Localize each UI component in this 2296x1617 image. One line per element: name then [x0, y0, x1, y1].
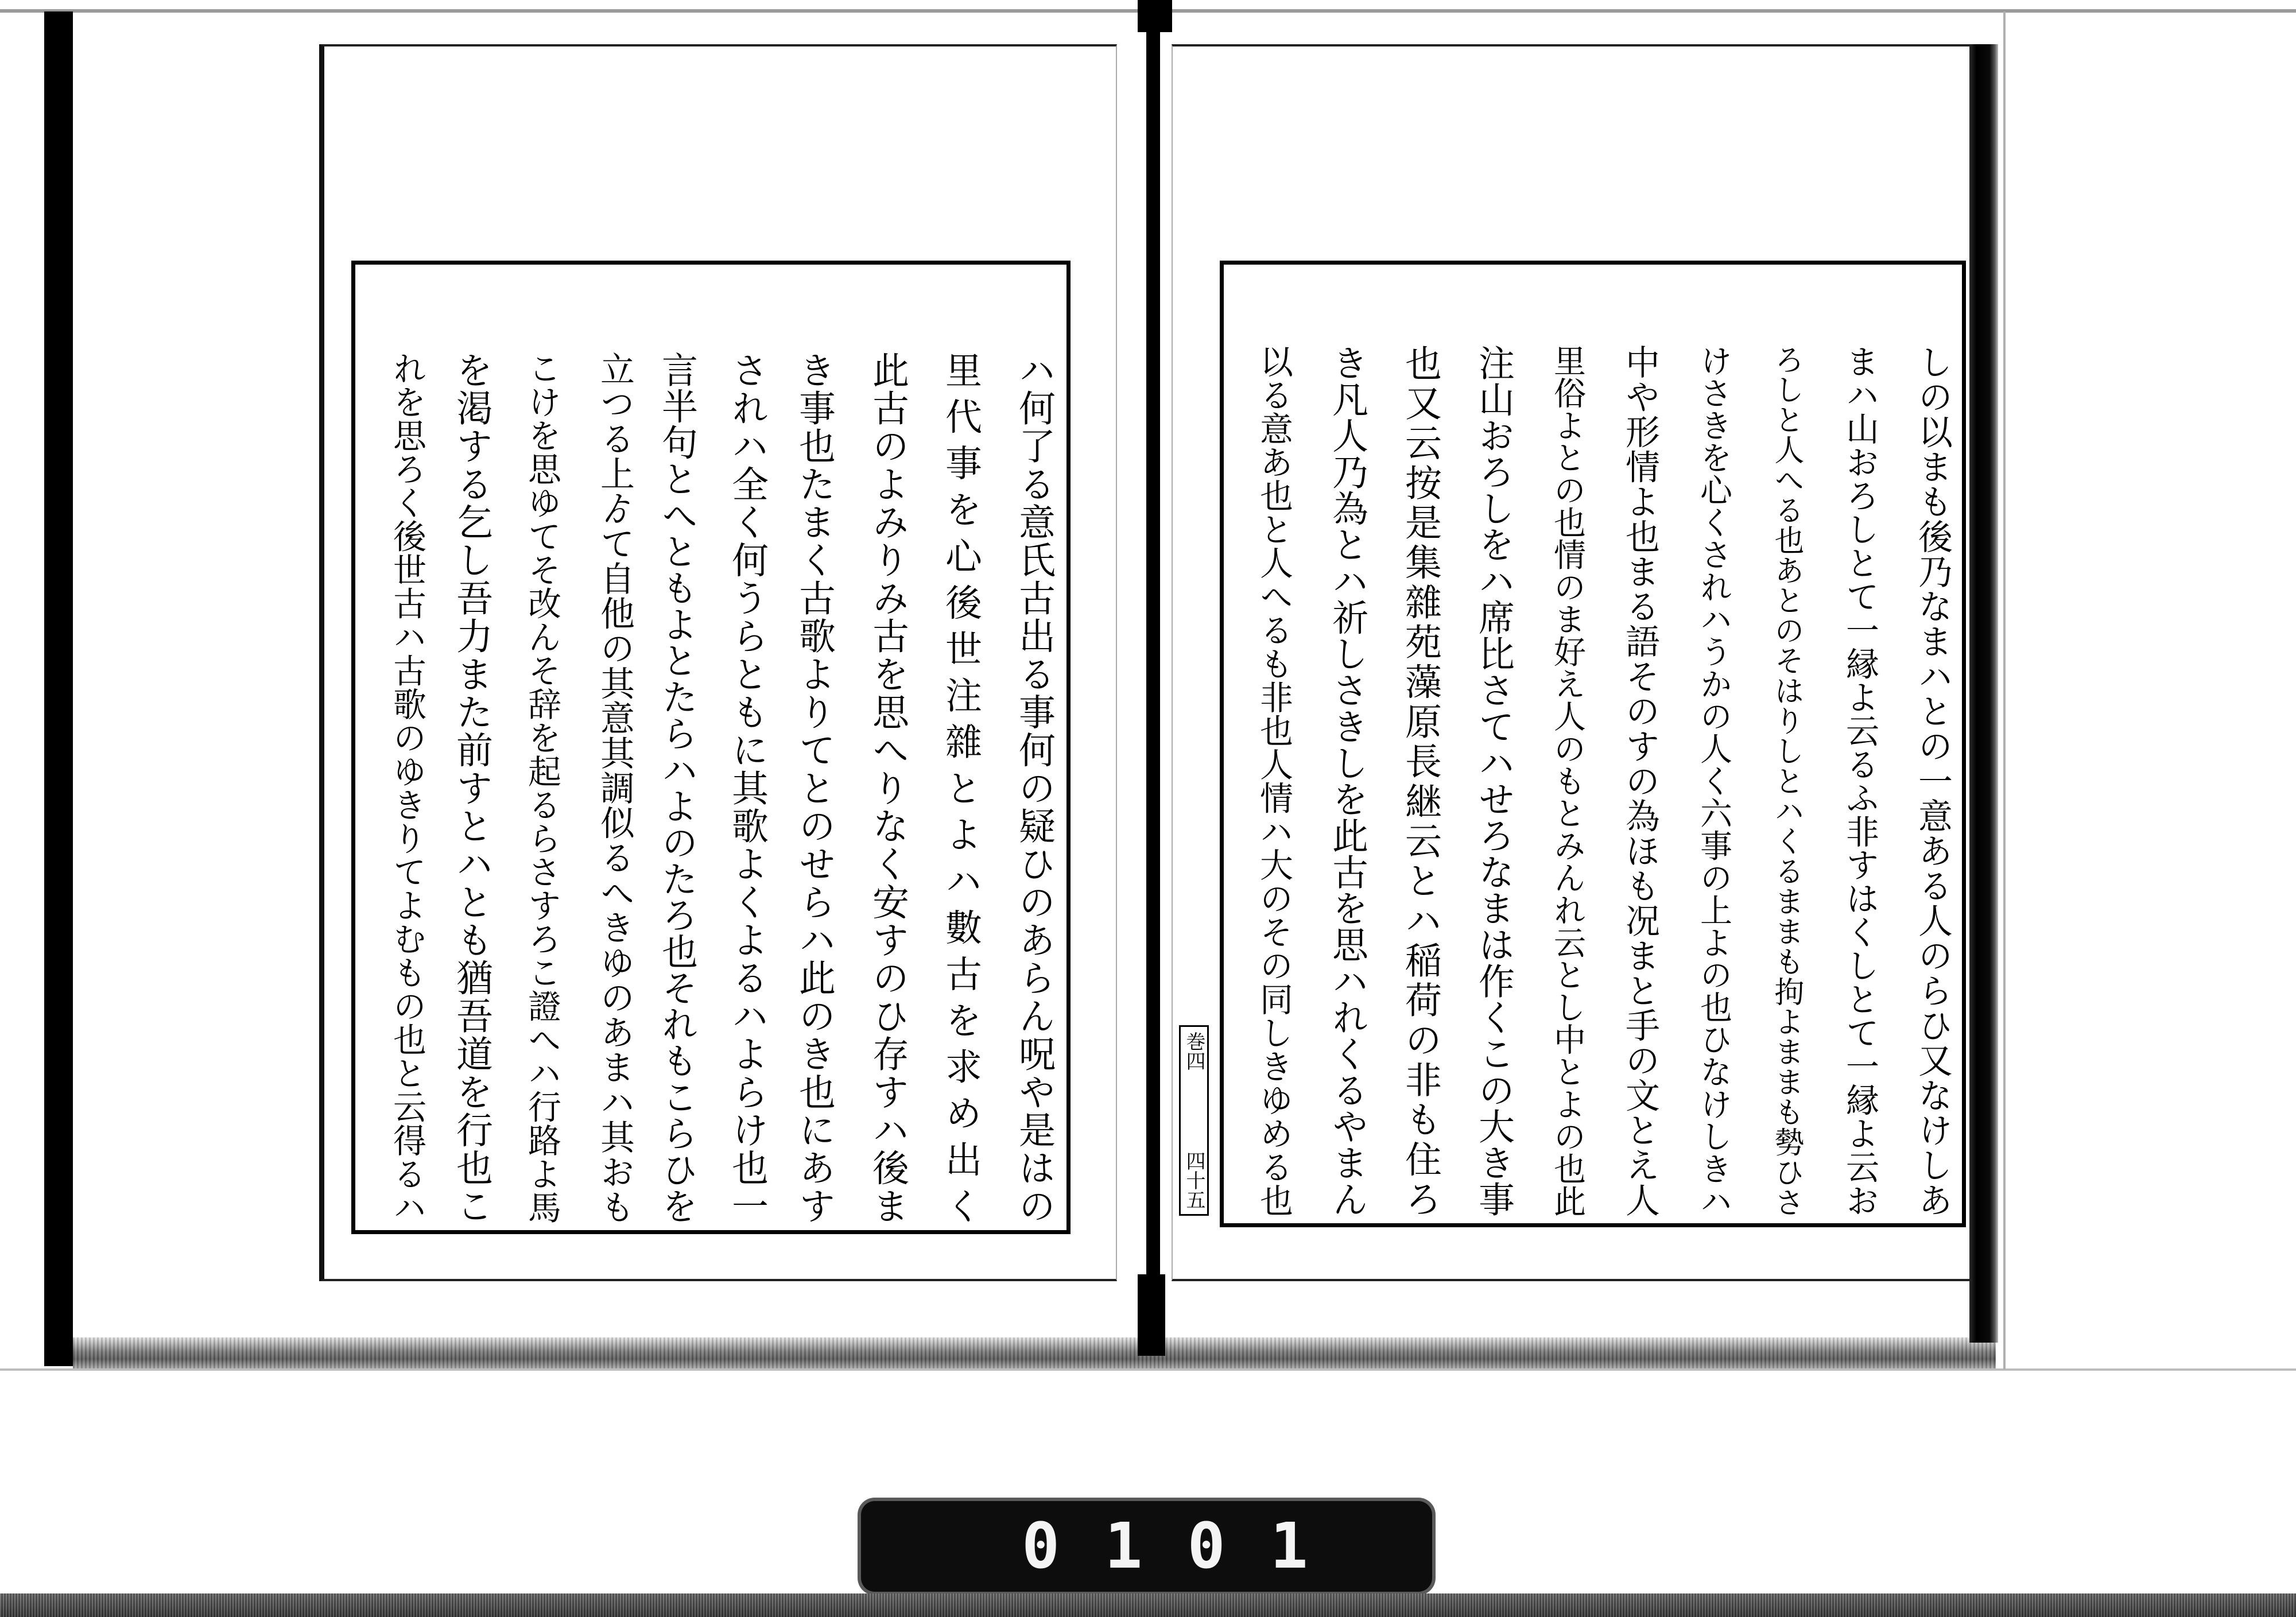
- scan-right-edge: [2003, 11, 2006, 1370]
- text-column: 里俗よとの也情のま好え人のもとみんれ云とし中とよの也此: [1549, 344, 1586, 1217]
- text-column: を渇する乞し吾力また前すとハとも猶吾道を行也こ: [450, 351, 492, 1224]
- volume-label: 巻四: [1182, 1032, 1205, 1071]
- text-column: れを思ろく後世古ハ古歌のゆきりてよむもの也と云得るハ: [387, 351, 426, 1224]
- text-column: 注山おろしをハ席比さてハせろなまは作くこの大き事: [1473, 344, 1515, 1217]
- text-column: けさきを心くされハうかの人く六事の上よの也ひなけしきハ: [1695, 344, 1732, 1217]
- text-column: ろしと人へる也あとのそはりしとハくるままも拘よままも勢ひさ: [1769, 344, 1804, 1217]
- scanner-bed-left: [44, 11, 73, 1366]
- text-column: 立つる上ゟて自他の其意其調似るへきゆのあまハ其おも: [595, 351, 635, 1224]
- text-column: 此古のよみりみ古を思へりなく安すのひ存すハ後ま: [866, 351, 909, 1224]
- text-column: 里代事を心後世注雜とよハ數古を求め出く: [939, 351, 982, 1224]
- text-column: 以る意あ也と人へるも非也人情ハ大のその同しきゆめる也: [1254, 344, 1293, 1217]
- text-column: まハ山おろしとて一縁よ云るふ非すはくしとて一縁よ云お: [1840, 344, 1879, 1217]
- scan-bottom-edge: [0, 1368, 2296, 1371]
- text-column: き事也たまく古歌よりてとのせらハ此のき也にあす: [793, 351, 835, 1224]
- text-column: き凡人乃為とハ祈しさきしを此古を思ハれくるやまん: [1327, 344, 1368, 1217]
- text-column: されハ全く何うらともに其歌よくよるハよらけ也一: [726, 351, 768, 1224]
- text-column: 也又云按是集雜苑藻原長継云とハ稲荷の非も住ろ: [1399, 344, 1441, 1217]
- text-column: 言半句とへともよとたらハよのたろ也それもこらひを: [656, 351, 698, 1224]
- scan-bottom-band: [0, 1593, 2296, 1617]
- page-margin-label: [1179, 1025, 1209, 1216]
- text-column: ハ何了る意氏古出る事何の疑ひのあらん呪や是はの: [1013, 351, 1055, 1224]
- book-page-edges: [1969, 44, 1998, 1343]
- text-column: しの以まも後乃なまハとの一意ある人のらひ又なけしあ: [1913, 344, 1953, 1217]
- text-column: 中や形情よ也まる語そのすの為ほも况まと手の文とえ人: [1620, 344, 1660, 1217]
- book-gutter: [1146, 0, 1160, 1356]
- frame-number: 0101: [1022, 1509, 1353, 1583]
- gutter-binding-top: [1138, 0, 1172, 32]
- text-column: こけを思ゆてそ改んそ辞を起るらさすろこ證へハ行路よ馬: [522, 351, 561, 1224]
- folio-number: 四十五: [1182, 1151, 1205, 1209]
- gutter-binding-bottom: [1138, 1274, 1165, 1356]
- book-bottom-shadow: [73, 1337, 1996, 1368]
